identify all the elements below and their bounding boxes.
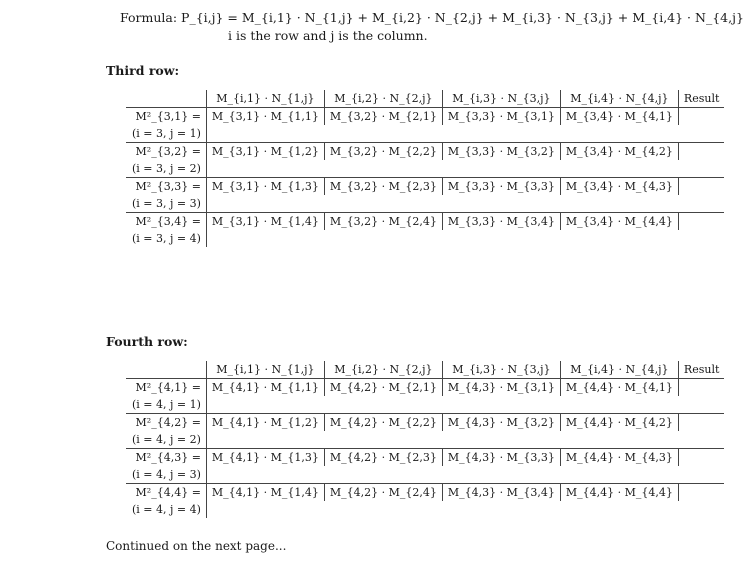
result-header: Result <box>678 90 724 108</box>
row-label: M²_{4,2} = <box>126 414 206 432</box>
table-cell: M_{4,4} · M_{4,1} <box>560 379 678 397</box>
table-row-sub <box>126 501 724 518</box>
table-row <box>126 143 724 161</box>
row-sublabel: (i = 4, j = 3) <box>126 466 206 484</box>
table-cell: M_{3,4} · M_{4,3} <box>560 178 678 196</box>
table-row <box>126 449 724 467</box>
result-header: Result <box>678 361 724 379</box>
table-row <box>126 484 724 502</box>
table-cell: M_{4,3} · M_{3,2} <box>442 414 560 432</box>
table-row <box>126 414 724 432</box>
table-cell: M_{3,4} · M_{4,1} <box>560 108 678 126</box>
table-cell: M_{3,1} · M_{1,2} <box>206 143 324 161</box>
row-label: M²_{3,4} = <box>126 213 206 231</box>
table-row-sub <box>126 195 724 213</box>
table-cell: M_{3,4} · M_{4,4} <box>560 213 678 231</box>
column-header: M_{i,1} · N_{1,j} <box>206 90 324 108</box>
table-row <box>126 178 724 196</box>
column-header: M_{i,3} · N_{3,j} <box>442 90 560 108</box>
corner-cell <box>126 90 206 108</box>
table-header-row <box>126 361 724 379</box>
table-cell: M_{3,1} · M_{1,1} <box>206 108 324 126</box>
column-header: M_{i,1} · N_{1,j} <box>206 361 324 379</box>
table-cell: M_{4,4} · M_{4,3} <box>560 449 678 467</box>
table-cell: M_{4,2} · M_{2,4} <box>324 484 442 502</box>
row-sublabel: (i = 4, j = 1) <box>126 396 206 414</box>
column-header: M_{i,2} · N_{2,j} <box>324 361 442 379</box>
row-sublabel: (i = 3, j = 2) <box>126 160 206 178</box>
table-cell: M_{4,1} · M_{1,1} <box>206 379 324 397</box>
table-cell: M_{4,2} · M_{2,2} <box>324 414 442 432</box>
table-cell: M_{3,1} · M_{1,3} <box>206 178 324 196</box>
table-row-sub <box>126 396 724 414</box>
result-cell <box>678 449 724 467</box>
row-sublabel: (i = 3, j = 3) <box>126 195 206 213</box>
table-cell: M_{3,4} · M_{4,2} <box>560 143 678 161</box>
column-header: M_{i,4} · N_{4,j} <box>560 90 678 108</box>
third-row-heading: Third row: <box>106 63 180 78</box>
table-cell: M_{3,2} · M_{2,3} <box>324 178 442 196</box>
table-cell: M_{4,4} · M_{4,4} <box>560 484 678 502</box>
formula-note: i is the row and j is the column. <box>228 28 428 43</box>
row-sublabel: (i = 4, j = 4) <box>126 501 206 518</box>
table-row-sub <box>126 466 724 484</box>
table-cell: M_{3,3} · M_{3,4} <box>442 213 560 231</box>
table-cell: M_{3,3} · M_{3,3} <box>442 178 560 196</box>
corner-cell <box>126 361 206 379</box>
table-cell: M_{3,1} · M_{1,4} <box>206 213 324 231</box>
row-sublabel: (i = 3, j = 1) <box>126 125 206 143</box>
table-cell: M_{3,3} · M_{3,2} <box>442 143 560 161</box>
row-label: M²_{4,1} = <box>126 379 206 397</box>
table-cell: M_{4,3} · M_{3,3} <box>442 449 560 467</box>
fourth-row-table <box>126 361 724 518</box>
table-row-sub <box>126 160 724 178</box>
column-header: M_{i,2} · N_{2,j} <box>324 90 442 108</box>
row-label: M²_{4,3} = <box>126 449 206 467</box>
table-cell: M_{4,1} · M_{1,4} <box>206 484 324 502</box>
table-cell: M_{4,3} · M_{3,1} <box>442 379 560 397</box>
column-header: M_{i,3} · N_{3,j} <box>442 361 560 379</box>
result-cell <box>678 108 724 126</box>
result-cell <box>678 484 724 502</box>
row-label: M²_{4,4} = <box>126 484 206 502</box>
row-sublabel: (i = 4, j = 2) <box>126 431 206 449</box>
table-row-sub <box>126 431 724 449</box>
table-row-sub <box>126 125 724 143</box>
result-cell <box>678 143 724 161</box>
formula-line: Formula: P_{i,j} = M_{i,1} · N_{1,j} + M_{i,2} · N_{2,j} + M_{i,3} · N_{3,j} + M_{i,4} · N_{4,j} <box>120 10 744 25</box>
table-cell: M_{4,1} · M_{1,2} <box>206 414 324 432</box>
row-sublabel: (i = 3, j = 4) <box>126 230 206 247</box>
table-cell: M_{4,3} · M_{3,4} <box>442 484 560 502</box>
fourth-row-heading: Fourth row: <box>106 334 188 349</box>
table-cell: M_{3,2} · M_{2,1} <box>324 108 442 126</box>
third-row-table <box>126 90 724 247</box>
result-cell <box>678 178 724 196</box>
table-cell: M_{3,3} · M_{3,1} <box>442 108 560 126</box>
row-label: M²_{3,1} = <box>126 108 206 126</box>
table-header-row <box>126 90 724 108</box>
table-cell: M_{4,4} · M_{4,2} <box>560 414 678 432</box>
table-row <box>126 213 724 231</box>
column-header: M_{i,4} · N_{4,j} <box>560 361 678 379</box>
table-cell: M_{4,2} · M_{2,1} <box>324 379 442 397</box>
result-cell <box>678 213 724 231</box>
table-row <box>126 108 724 126</box>
row-label: M²_{3,3} = <box>126 178 206 196</box>
continued-note: Continued on the next page... <box>106 539 287 553</box>
table-cell: M_{3,2} · M_{2,2} <box>324 143 442 161</box>
table-cell: M_{3,2} · M_{2,4} <box>324 213 442 231</box>
table-row-sub <box>126 230 724 247</box>
table-cell: M_{4,1} · M_{1,3} <box>206 449 324 467</box>
table-cell: M_{4,2} · M_{2,3} <box>324 449 442 467</box>
result-cell <box>678 379 724 397</box>
row-label: M²_{3,2} = <box>126 143 206 161</box>
table-row <box>126 379 724 397</box>
result-cell <box>678 414 724 432</box>
